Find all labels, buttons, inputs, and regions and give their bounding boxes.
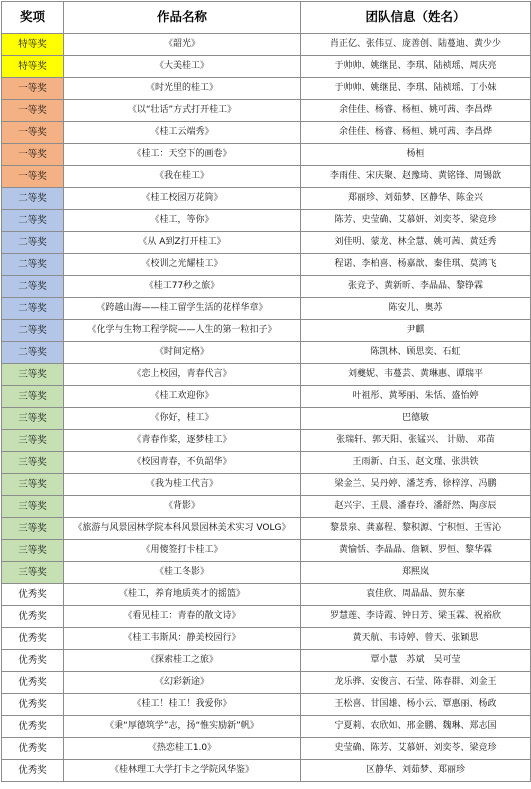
- table-row: [2, 672, 531, 694]
- work-title-cell: 《从 A到Z打开桂工》: [64, 232, 301, 254]
- table-row: [2, 518, 531, 540]
- team-info-cell: 黄愉恬、李晶晶、詹颖、罗恒、黎华霖: [301, 540, 531, 562]
- award-cell: 二等奖: [2, 188, 64, 210]
- work-title-cell: 《青春作桨，逐梦桂工》: [64, 430, 301, 452]
- award-cell: 三等奖: [2, 452, 64, 474]
- award-cell: 优秀奖: [2, 650, 64, 672]
- team-info-cell: 于帅帅、姚继昆、李琪、陆祯瑶、周庆亮: [301, 56, 531, 78]
- table-row: [2, 34, 531, 56]
- work-title-cell: 《时光里的桂工》: [64, 78, 301, 100]
- team-info-cell: 陈芳、史莹确、艾慕妍、刘奕苓、梁竞珍: [301, 210, 531, 232]
- award-cell: 二等奖: [2, 342, 64, 364]
- work-title-cell: 《背影》: [64, 496, 301, 518]
- work-title-cell: 《幻彩新途》: [64, 672, 301, 694]
- award-cell: 特等奖: [2, 56, 64, 78]
- header-work-title: 作品名称: [64, 2, 301, 34]
- team-info-cell: 于帅帅、姚继昆、李琪、陆祯瑶、丁小妹: [301, 78, 531, 100]
- award-cell: 优秀奖: [2, 606, 64, 628]
- header-row: [2, 2, 531, 34]
- team-info-cell: 梁金兰、吴丹婷、潘芝秀、徐梓淳、冯鹏: [301, 474, 531, 496]
- table-row: [2, 342, 531, 364]
- award-cell: 优秀奖: [2, 628, 64, 650]
- work-title-cell: 《旅游与风景园林学院本科风景园林美术实习 VOLG》: [64, 518, 301, 540]
- work-title-cell: 《探索桂工之旅》: [64, 650, 301, 672]
- award-cell: 二等奖: [2, 276, 64, 298]
- award-cell: 三等奖: [2, 364, 64, 386]
- team-info-cell: 余佳佳、杨睿、杨桓、姚可茜、李昌烨: [301, 100, 531, 122]
- work-title-cell: 《韶光》: [64, 34, 301, 56]
- work-title-cell: 《我为桂工代言》: [64, 474, 301, 496]
- header-team-info: 团队信息（姓名）: [301, 2, 531, 34]
- table-row: [2, 452, 531, 474]
- award-cell: 二等奖: [2, 298, 64, 320]
- award-cell: 一等奖: [2, 100, 64, 122]
- table-row: [2, 210, 531, 232]
- table-row: [2, 232, 531, 254]
- table-row: [2, 254, 531, 276]
- awards-table: [1, 1, 531, 782]
- table-row: [2, 364, 531, 386]
- table-row: [2, 694, 531, 716]
- award-cell: 三等奖: [2, 386, 64, 408]
- work-title-cell: 《恋上校园，青春代言》: [64, 364, 301, 386]
- team-info-cell: 王松喜、甘国雄、杨小云、覃惠丽、杨政: [301, 694, 531, 716]
- award-cell: 优秀奖: [2, 738, 64, 760]
- award-cell: 一等奖: [2, 78, 64, 100]
- award-cell: 二等奖: [2, 254, 64, 276]
- award-cell: 优秀奖: [2, 584, 64, 606]
- work-title-cell: 《桂工：天空下的画卷》: [64, 144, 301, 166]
- team-info-cell: 赵兴宇、王晨、潘春玲、潘舒然、陶彦辰: [301, 496, 531, 518]
- table-row: [2, 606, 531, 628]
- work-title-cell: 《校园青春，不负韶华》: [64, 452, 301, 474]
- table-row: [2, 584, 531, 606]
- work-title-cell: 《看见桂工：青春的散文诗》: [64, 606, 301, 628]
- team-info-cell: 叶祖彤、黄琴丽、朱恬、盛怡婷: [301, 386, 531, 408]
- work-title-cell: 《热恋桂工1.0》: [64, 738, 301, 760]
- award-cell: 二等奖: [2, 320, 64, 342]
- award-cell: 二等奖: [2, 210, 64, 232]
- award-cell: 一等奖: [2, 122, 64, 144]
- award-cell: 一等奖: [2, 144, 64, 166]
- team-info-cell: 张瑞轩、郭天阳、张锰兴、 计勋、 邓苗: [301, 430, 531, 452]
- work-title-cell: 《化学与生物工程学院——人生的第一粒扣子》: [64, 320, 301, 342]
- team-info-cell: 程诺、李柏喜、杨嘉歆、秦佳琪、莫鸿飞: [301, 254, 531, 276]
- table-row: [2, 430, 531, 452]
- table-row: [2, 78, 531, 100]
- team-info-cell: 巴德敏: [301, 408, 531, 430]
- table-row: [2, 628, 531, 650]
- table-row: [2, 100, 531, 122]
- award-cell: 优秀奖: [2, 672, 64, 694]
- table-row: [2, 650, 531, 672]
- team-info-cell: 郑丽珍、刘茹梦、区静华、陈金兴: [301, 188, 531, 210]
- header-award: 奖项: [2, 2, 64, 34]
- team-info-cell: 龙乐骅、安俊言、石莹、陈春群、刘金王: [301, 672, 531, 694]
- table-row: [2, 188, 531, 210]
- award-cell: 一等奖: [2, 166, 64, 188]
- table-row: [2, 474, 531, 496]
- work-title-cell: 《大美桂工》: [64, 56, 301, 78]
- work-title-cell: 《桂工，养育地质英才的摇篮》: [64, 584, 301, 606]
- team-info-cell: 郑熙岚: [301, 562, 531, 584]
- award-cell: 三等奖: [2, 518, 64, 540]
- award-cell: 三等奖: [2, 474, 64, 496]
- table-body: [2, 34, 531, 782]
- work-title-cell: 《校训之光耀桂工》: [64, 254, 301, 276]
- work-title-cell: 《你好，桂工》: [64, 408, 301, 430]
- team-info-cell: 尹麒: [301, 320, 531, 342]
- work-title-cell: 《桂工欢迎你》: [64, 386, 301, 408]
- work-title-cell: 《桂工，等你》: [64, 210, 301, 232]
- work-title-cell: 《桂工云端秀》: [64, 122, 301, 144]
- team-info-cell: 覃小慧 苏斌 吴可莹: [301, 650, 531, 672]
- work-title-cell: 《桂工韦斯风：静美校园行》: [64, 628, 301, 650]
- work-title-cell: 《桂工！桂工！我爱你》: [64, 694, 301, 716]
- award-cell: 优秀奖: [2, 760, 64, 782]
- team-info-cell: 张竞予、黄新昕、李晶晶、黎铮霖: [301, 276, 531, 298]
- table-row: [2, 166, 531, 188]
- table-row: [2, 276, 531, 298]
- table-row: [2, 562, 531, 584]
- table-row: [2, 144, 531, 166]
- award-cell: 三等奖: [2, 540, 64, 562]
- award-cell: 三等奖: [2, 408, 64, 430]
- team-info-cell: 王雨新、白玉、赵文瑾、张洪铁: [301, 452, 531, 474]
- award-cell: 特等奖: [2, 34, 64, 56]
- team-info-cell: 刘夔妮、韦蔓芸、黄琳惠、谭瑞平: [301, 364, 531, 386]
- table-row: [2, 298, 531, 320]
- work-title-cell: 《桂工校园万花筒》: [64, 188, 301, 210]
- team-info-cell: 杨桓: [301, 144, 531, 166]
- table-row: [2, 408, 531, 430]
- award-cell: 二等奖: [2, 232, 64, 254]
- work-title-cell: 《时间定格》: [64, 342, 301, 364]
- work-title-cell: 《桂工冬影》: [64, 562, 301, 584]
- team-info-cell: 余佳佳、杨睿、杨桓、姚可茜、李昌烨: [301, 122, 531, 144]
- team-info-cell: 刘佳明、蒙龙、林全慧、姚可茜、黄廷秀: [301, 232, 531, 254]
- work-title-cell: 《桂工77秒之旅》: [64, 276, 301, 298]
- work-title-cell: 《桂林理工大学打卡之学院风华鉴》: [64, 760, 301, 782]
- team-info-cell: 肖正亿、张伟豆、庞善创、陆蔓迪、黄少少: [301, 34, 531, 56]
- award-cell: 三等奖: [2, 496, 64, 518]
- team-info-cell: 李雨佳、宋庆聚、赵豫琦、黄铭锋、周锡歆: [301, 166, 531, 188]
- table-row: [2, 122, 531, 144]
- team-info-cell: 宁夏莉、农欣如、邢金鹏、魏琳、郑志国: [301, 716, 531, 738]
- table-row: [2, 320, 531, 342]
- team-info-cell: 陈凯林、顾思奕、石虹: [301, 342, 531, 364]
- table-row: [2, 496, 531, 518]
- team-info-cell: 袁佳欣、周晶晶、贺东豪: [301, 584, 531, 606]
- team-info-cell: 区静华、刘茹梦、郑丽珍: [301, 760, 531, 782]
- table-row: [2, 716, 531, 738]
- team-info-cell: 史莹确、陈芳、艾慕妍、刘奕苓、梁竞珍: [301, 738, 531, 760]
- award-cell: 三等奖: [2, 430, 64, 452]
- table-row: [2, 386, 531, 408]
- table-row: [2, 540, 531, 562]
- award-cell: 优秀奖: [2, 716, 64, 738]
- work-title-cell: 《秉“厚德筑学”志，扬“惟实励新”帆》: [64, 716, 301, 738]
- table-row: [2, 738, 531, 760]
- table-row: [2, 56, 531, 78]
- team-info-cell: 黎景泉、龚嘉程、黎积源、宁积恒、王雪沁: [301, 518, 531, 540]
- work-title-cell: 《跨越山海——桂工留学生活的花样华章》: [64, 298, 301, 320]
- table-row: [2, 760, 531, 782]
- work-title-cell: 《我在桂工》: [64, 166, 301, 188]
- award-cell: 优秀奖: [2, 694, 64, 716]
- work-title-cell: 《以“壮话”方式打开桂工》: [64, 100, 301, 122]
- award-cell: 三等奖: [2, 562, 64, 584]
- team-info-cell: 陈安儿、奥苏: [301, 298, 531, 320]
- team-info-cell: 罗慧莲、李诗霞、钟日芳、梁玉霖、祝裕欣: [301, 606, 531, 628]
- team-info-cell: 黄天航、韦诗婷、曾天、张颖思: [301, 628, 531, 650]
- work-title-cell: 《用傻签打卡桂工》: [64, 540, 301, 562]
